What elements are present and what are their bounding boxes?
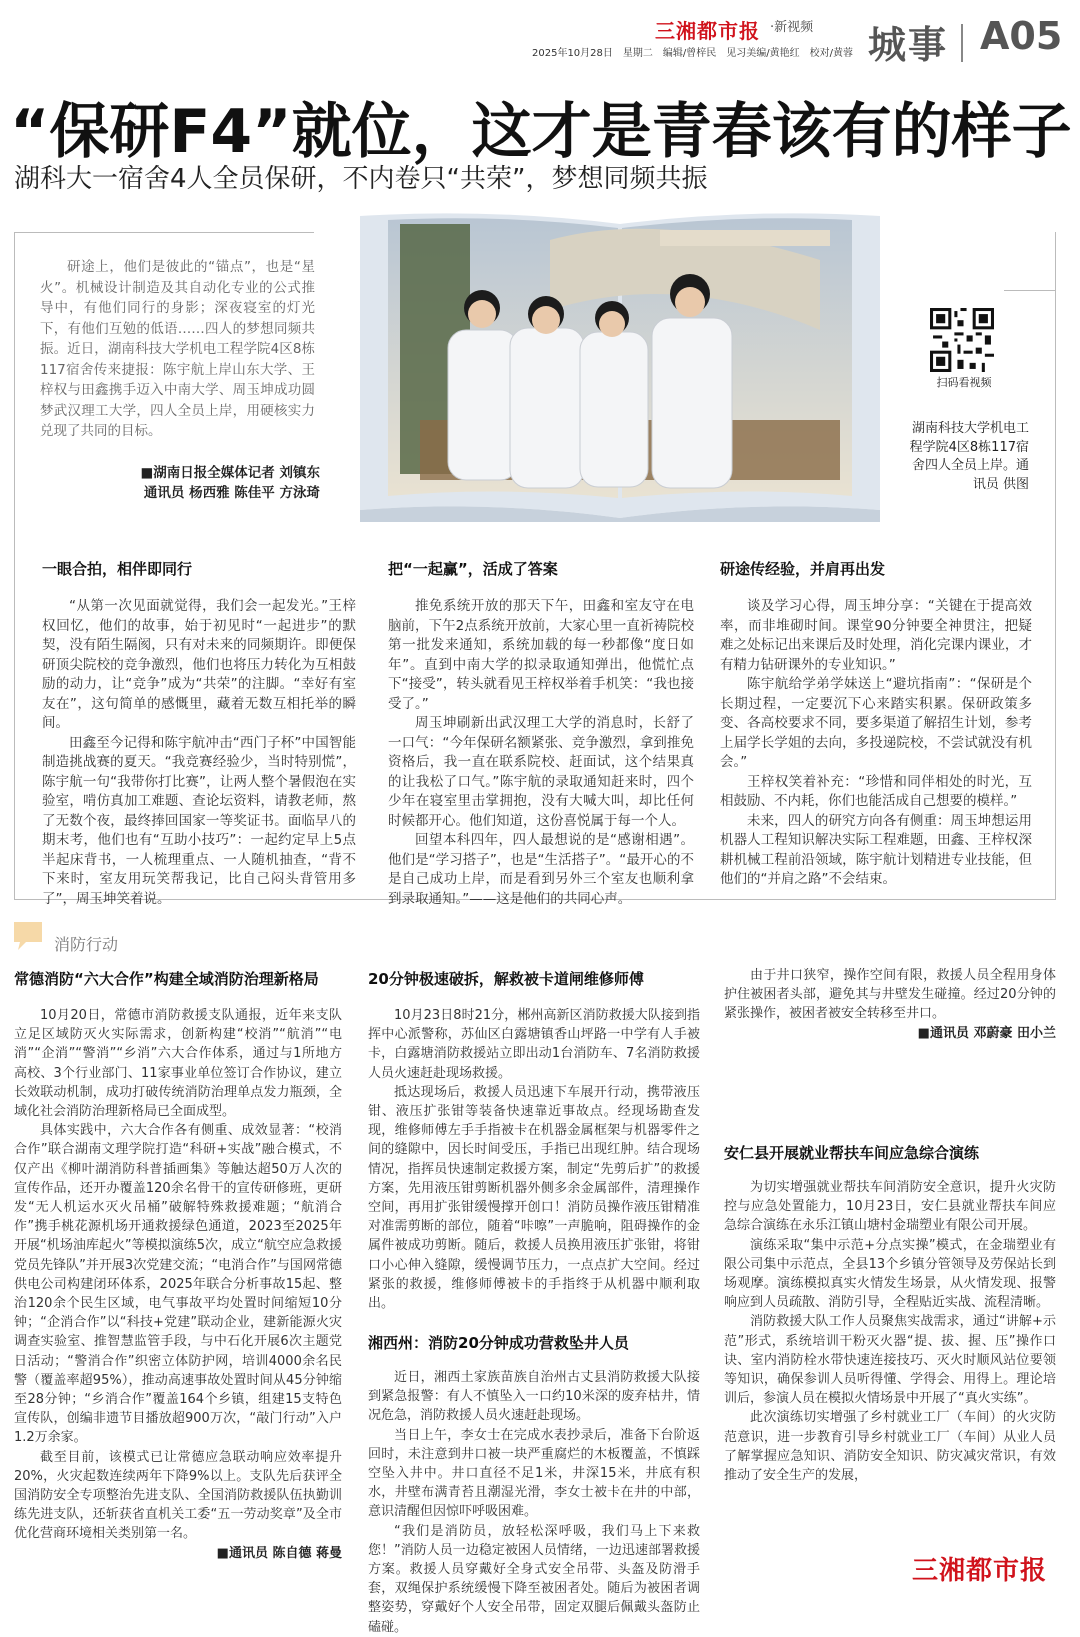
fire-credit-3: ■通讯员 邓蔚豪 田小兰 [917, 1025, 1056, 1041]
date-line: 2025年10月28日 星期二 编辑/曾梓民 见习美编/黄艳红 校对/黄蓉 [532, 48, 854, 59]
story-column-2 [388, 597, 694, 909]
paragraph: 回望本科四年，四人最想说的是“感谢相遇”。他们是“学习搭子”，也是“生活搭子”。“最开心的不是自己成功上岸，而是看到另外三个室友也顺利拿到录取通知。”——这是他们的共同心声。 [388, 832, 694, 907]
fire-heading-4: 安仁县开展就业帮扶车间应急综合演练 [724, 1144, 980, 1162]
fire-column-2b [368, 1368, 700, 1637]
paragraph: 当日上午，李女士在完成水表抄录后，准备下台阶返回时，未注意到井口被一块严重腐烂的木板覆盖，不慎踩空坠入井中。井口直径不足1米，井深15米，井底有积水，井壁布满青苔且潮湿光滑，李女士被卡在井的中部，意识清醒但因惊吓呼吸困难。 [368, 1427, 700, 1520]
fire-heading-1: 常德消防“六大合作”构建全域消防治理新格局 [14, 970, 319, 988]
dorm-group-photo [360, 210, 880, 522]
section-name: 城事 [868, 23, 949, 67]
paragraph: 10月20日，常德市消防救援支队通报，近年来支队立足区域防灭火实际需求，创新构建“校消”“航消”“电消”“企消”“警消”“乡消”六大合作体系，通过与1所地方高校、3个行业部门、11家事业单位签订合作协议，建立长效联动机制，成功打破传统消防治理单点发力瓶颈，全域化社会消防治理新格局已全面成型。 [14, 1008, 342, 1120]
paragraph: 演练采取“集中示范+分点实操”模式，在金瑞塑业有限公司集中示范点，全县13个乡镇分管领导及劳保站长到场观摩。演练模拟真实火情发生场景，从火情发现、报警响应到人员疏散、消防引导，全程贴近实战、流程清晰。 [724, 1237, 1056, 1311]
qr-code-icon[interactable] [930, 308, 994, 372]
byline-correspondents: 通讯员 杨西雅 陈佳平 方泳琦 [143, 485, 320, 501]
paragraph: 此次演练切实增强了乡村就业工厂（车间）的火灾防范意识，进一步教育引导乡村就业工厂（车间）从业人员了解掌握应急知识、消防安全知识、防灾减灾常识，有效推动了安全生产的发展， [724, 1410, 1056, 1484]
fire-heading-3: 湘西州：消防20分钟成功营救坠井人员 [368, 1334, 629, 1352]
paragraph: 消防救援大队工作人员聚焦实战需求，通过“讲解+示范”形式，系统培训干粉灭火器“提、拔、握、压”操作口诀、室内消防栓水带快速连接技巧、灭火时顺风站位要领等知识，确保参训人员听得懂、学得会、用得上。理论培训后，参演人员在模拟火情场景中开展了“真火实练”。 [724, 1314, 1056, 1407]
paragraph: “从第一次见面就觉得，我们会一起发光。”王梓权回忆，他们的故事，始于初见时“一起进步”的默契，没有陌生隔阂，只有对未来的同频期许。即便保研顶尖院校的竞争激烈，他们也将压力转化为互相鼓励的动力，让“竞争”成为“共荣”的注脚。“幸好有室友在”，这句简单的感慨里，藏着无数互相托举的瞬间。 [42, 598, 356, 731]
paragraph: 为切实增强就业帮扶车间消防安全意识，提升火灾防控与应急处置能力，10月23日，安仁县就业帮扶车间应急综合演练在永乐江镇山塘村金瑞塑业有限公司开展。 [724, 1180, 1056, 1234]
footer-logo: 三湘都市报 [912, 1556, 1048, 1586]
paragraph: 截至目前，该模式已让常德应急联动响应效率提升20%，火灾起数连续两年下降9%以上。支队先后获评全国消防安全专项整治先进支队、全国消防救援队伍执勤训练先进支队，还斩获省直机关工委“五一劳动奖章”及全市优化营商环境相关类别第一名。 [14, 1449, 342, 1542]
paragraph: 周玉坤刷新出武汉理工大学的消息时，长舒了一口气：“今年保研名额紧张、竞争激烈，拿到推免资格后，我一直在联系院校、赶面试，这个结果真的让我松了口气。”陈宇航的录取通知赶来时，四个少年在寝室里击掌拥抱，没有大喊大叫，却比任何时候都开心。他们知道，这份喜悦属于每一个人。 [388, 715, 694, 829]
fire-column-3a [724, 966, 1056, 1043]
byline-reporter: ■湖南日报全媒体记者 刘镇东 [140, 465, 320, 481]
section-heading-3: 研途传经验，并肩再出发 [720, 560, 886, 578]
paragraph: 陈宇航给学弟学妹送上“避坑指南”：“保研是个长期过程，一定要沉下心来踏实积累。保研政策多变、各高校要求不同，要多渠道了解招生计划，参考上届学长学姐的去向，多投递院校，不尝试就没有机会。” [720, 676, 1032, 770]
story-column-1 [42, 597, 356, 909]
qr-caption: 扫码看视频 [936, 376, 992, 389]
byline [120, 463, 320, 503]
fire-section-label: 消防行动 [54, 935, 119, 954]
photo-caption: 湖南科技大学机电工程学院4区8栋117宿舍四人全员上岸。通讯员 供图 [909, 421, 1029, 492]
student-figures [448, 318, 732, 488]
paragraph: 抵达现场后，救援人员迅速下车展开行动，携带液压钳、液压扩张钳等装备快速靠近事故点。经现场勘查发现，维修师傅左手手指被卡在机器金属框架与机器零件之间的缝隙中，因长时间受压，手指已出现红肿。结合现场情况，指挥员快速制定救援方案，制定“先剪后扩”的救援方案，先用液压钳剪断机器外侧多余金属部件，清理操作空间，再用扩张钳缓慢撑开创口！消防员操作液压钳精准对准需剪断的部位，随着“咔嚓”一声脆响，阻碍操作的金属件被成功剪断。随后，救援人员换用液压扩张钳，将钳口小心伸入缝隙，缓慢调节压力，一点点扩大空间。经过紧张的救援，维修师傅被卡的手指终于从机器中顺利取出。 [368, 1084, 700, 1312]
video-logo: ·新视频 [770, 20, 814, 35]
fire-heading-2: 20分钟极速破拆，解救被卡道闸维修师傅 [368, 970, 644, 988]
subheadline: 湖科大一宿舍4人全员保研，不内卷只“共荣”，梦想同频共振 [14, 164, 708, 194]
story-column-3 [720, 597, 1032, 890]
paragraph: 10月23日8时21分，郴州高新区消防救援大队接到指挥中心派警称，苏仙区白露塘镇香山坪路一中学有人手被卡，白露塘消防救援站立即出动1台消防车、7名消防救援人员火速赶赴现场救援。 [368, 1008, 700, 1081]
fire-column-1 [14, 1006, 342, 1563]
speech-bubble-icon [12, 920, 46, 952]
fire-column-2a [368, 1006, 700, 1313]
paragraph: 推免系统开放的那天下午，田鑫和室友守在电脑前，下午2点系统开放前，大家心里一直祈祷院校第一批发来通知，系统加载的每一秒都像“度日如年”。直到中南大学的拟录取通知弹出，他慌忙点下“接受”，转头就看见王梓权举着手机笑：“我也接受了。” [388, 598, 694, 712]
masthead-divider [961, 24, 963, 62]
paragraph: 近日，湘西土家族苗族自治州古丈县消防救援大队接到紧急报警：有人不慎坠入一口约10米深的废弃枯井，情况危急，消防救援人员火速赶赴现场。 [368, 1370, 700, 1424]
masthead [0, 10, 1080, 67]
paragraph: 未来，四人的研究方向各有侧重：周玉坤想运用机器人工程知识解决实际工程难题，田鑫、王梓权深耕机械工程前沿领域，陈宇航计划精进专业技能，但他们的“并肩之路”不会结束。 [720, 812, 1032, 887]
paragraph: 王梓权笑着补充：“珍惜和同伴相处的时光，互相鼓励、不内耗，你们也能活成自己想要的模样。” [720, 773, 1032, 809]
fire-credit-1: ■通讯员 陈自德 蒋曼 [216, 1545, 342, 1561]
section-heading-1: 一眼合拍，相伴即同行 [42, 560, 193, 578]
paragraph: “我们是消防员，放轻松深呼吸，我们马上下来救您！”消防人员一边稳定被困人员情绪，一边迅速部署救援方案。救援人员穿戴好全身式安全吊带、头盔及防滑手套，双绳保护系统缓慢下降至被困者处。随后为被困者调整姿势，穿戴好个人安全吊带，固定双腿后佩戴头盔防止磕碰。 [368, 1523, 700, 1635]
section-heading-2: 把“一起赢”，活成了答案 [388, 560, 558, 578]
intro-paragraph: 研途上，他们是彼此的“锚点”，也是“星火”。机械设计制造及其自动化专业的公式推导中，有他们同行的身影；深夜寝室的灯光下，有他们互勉的低语……四人的梦想同频共振。近日，湖南科技大学机电工程学院4区8栋117宿舍传来捷报：陈宇航上岸山东大学、王梓权与田鑫携手迈入中南大学、周玉坤成功圆梦武汉理工大学，四人全员上岸，用硬核实力兑现了共同的目标。 [40, 259, 315, 439]
paragraph: 谈及学习心得，周玉坤分享：“关键在于提高效率，而非堆砌时间。课堂90分钟要全神贯注，把疑难之处标记出来课后及时处理，消化完课内课业，才有精力钻研课外的专业知识。” [720, 598, 1032, 673]
page-number: A05 [980, 14, 1063, 58]
paragraph: 由于井口狭窄，操作空间有限，救援人员全程用身体护住被困者头部，避免其与井壁发生碰撞。经过20分钟的紧张操作，被困者被安全转移至井口。 [724, 968, 1056, 1022]
paragraph: 具体实践中，六大合作各有侧重、成效显著：“校消合作”联合湖南文理学院打造“科研+实战”融合模式，不仅产出《柳叶湖消防科普插画集》等触达超50万人次的宣传作品，还开办覆盖120余名骨干的宣传研修班，更研发“无人机运水灭火吊桶”破解特殊救援难题；“航消合作”携手桃花源机场开通救援绿色通道，2023至2025年开展“机场油库起火”等模拟演练5次，成立“航空应急救援党员先锋队”并开展3次党建交流；“电消合作”与国网常德供电公司构建闭环体系，2025年联合分析事故15起、整治120余个民生区域，电气事故平均处置时间缩短10分钟；“企消合作”以“科技+党建”联动企业，建新能源火灾调查实验室、推智慧监管手段，与中石化开展6次主题党日活动；“警消合作”织密立体防护网，培训4000余名民警（覆盖率超95%），推动高速事故处置时间从45分钟缩至28分钟；“乡消合作”覆盖164个乡镇，组建15支特色宣传队，创编非遗节目播放超900万次，“敲门行动”入户1.2万余家。 [14, 1123, 342, 1446]
newspaper-logo: 三湘都市报 [655, 19, 760, 43]
fire-column-3b [724, 1178, 1056, 1485]
paragraph: 田鑫至今记得和陈宇航冲击“西门子杯”中国智能制造挑战赛的夏天。“我竞赛经验少，当时特别慌”，陈宇航一句“我带你打比赛”，让两人整个暑假泡在实验室，啃仿真加工难题、查论坛资料，请教老师，熬了无数个夜，最终捧回国家一等奖证书。面临早八的期末考，他们也有“互助小技巧”：一起约定早上5点半起床背书，一人梳理重点、一人随机抽查，“背不下来时，室友用玩笑帮我记，比自己闷头背管用多了”，周玉坤笑着说。 [42, 734, 356, 907]
headline: “保研F4”就位，这才是青春该有的样子 [10, 97, 1072, 167]
